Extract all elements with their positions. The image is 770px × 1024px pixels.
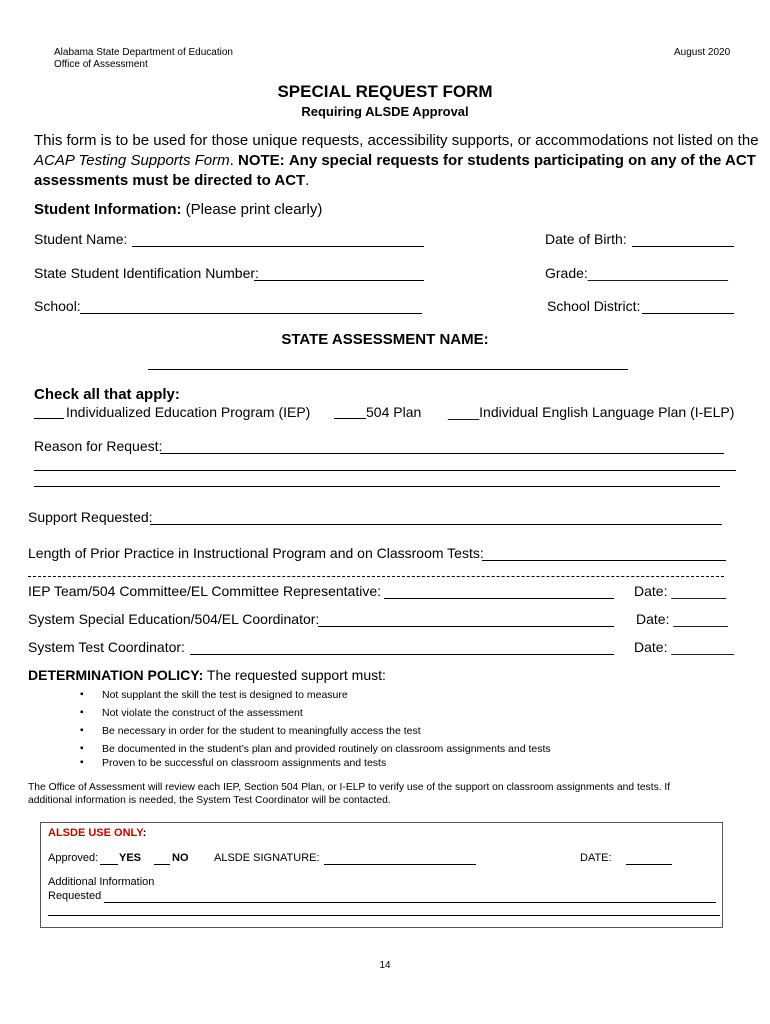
note-text: Any special requests for students participating on any of the ACT [288,152,756,169]
school-field[interactable] [80,313,422,314]
student-info-heading: Student Information: (Please print clearly) [34,201,323,218]
list-item: ▪ Be necessary in order for the student to meaningfully access the test [80,722,551,740]
test-coordinator-label: System Test Coordinator: [28,639,185,655]
office-name: Office of Assessment [54,59,148,70]
iep-rep-label: IEP Team/504 Committee/EL Committee Representative: [28,583,382,599]
assessment-heading: STATE ASSESSMENT NAME: [281,331,489,348]
prior-practice-label: Length of Prior Practice in Instructional Program and on Classroom Tests: [28,545,484,561]
requested-label: Requested [48,890,102,902]
list-item: ▪ Not supplant the skill the test is designed to measure [80,686,551,704]
sped-coordinator-field[interactable] [318,626,614,627]
list-item: ▪ Proven to be successful on classroom assignments and tests [80,754,551,772]
alsde-date-field[interactable] [626,864,672,865]
page-number: 14 [379,960,391,971]
ielp-option[interactable]: ____Individual English Language Plan (I-ELP) [448,404,735,420]
yes-checkbox-line[interactable] [100,864,118,865]
grade-label[interactable]: Grade:__________________ [545,265,728,281]
review-text-line-1: The Office of Assessment will review each IEP, Section 504 Plan, or I-ELP to verify use of the support on classroom assignments and tests. If [28,782,671,793]
note-label: NOTE: [237,152,285,169]
prior-practice-field[interactable] [482,560,726,561]
ssid-label: State Student Identification Number: [34,265,259,281]
dob-field[interactable] [632,246,734,247]
additional-info-field-2[interactable] [48,915,720,916]
intro-line-3: assessments must be directed to ACT. [34,172,310,189]
ssid-field[interactable] [254,280,424,281]
intro-line-1: This form is to be used for those unique requests, accessibility supports, or accommodations not listed on the [34,132,759,149]
sped-coordinator-date[interactable]: Date: _______ [636,611,728,627]
check-heading: Check all that apply: [34,386,180,403]
review-text-line-2: additional information is needed, the System Test Coordinator will be contacted. [28,795,391,806]
additional-info-label: Additional Information [48,876,155,888]
iep-rep-date[interactable]: Date: _______ [634,583,726,599]
policy-heading: DETERMINATION POLICY: The requested support must: [28,667,386,683]
reason-line-1[interactable] [160,453,724,454]
school-label: School: [34,298,81,314]
form-date: August 2020 [674,47,731,58]
district-field[interactable] [642,313,734,314]
iep-rep-field[interactable] [384,598,614,599]
form-title: SPECIAL REQUEST FORM [277,82,493,101]
support-label: Support Requested: [28,509,153,525]
additional-info-field-1[interactable] [104,902,716,903]
plan504-checkbox-line[interactable] [334,418,366,419]
reason-line-3[interactable] [34,486,720,487]
sped-coordinator-label: System Special Education/504/EL Coordinator: [28,611,320,627]
yes-option: YES [119,852,142,864]
assessment-name-field[interactable] [148,369,628,370]
no-checkbox-line[interactable] [154,864,170,865]
district-label: School District: [547,298,641,314]
section-divider [28,576,724,577]
list-item: ▪ Not violate the construct of the assessment [80,704,551,722]
alsde-signature-field[interactable] [324,864,476,865]
iep-checkbox-line[interactable] [34,418,64,419]
acap-form-name: ACAP Testing Supports Form [34,152,230,169]
alsde-heading: ALSDE USE ONLY: [48,827,147,839]
reason-label: Reason for Request: [34,438,163,454]
policy-list [80,686,551,772]
dob-label: Date of Birth: [545,231,627,247]
test-coordinator-field[interactable] [190,654,614,655]
test-coordinator-date[interactable]: Date: ________ [634,639,734,655]
reason-line-2[interactable] [34,470,736,471]
list-item: ▪ Be documented in the student’s plan and provided routinely on classroom assignments and tests [80,740,551,758]
plan504-option: 504 Plan [366,404,422,420]
department-name: Alabama State Department of Education [54,47,233,58]
form-subtitle: Requiring ALSDE Approval [301,104,469,119]
alsde-signature-label: ALSDE SIGNATURE: [214,852,320,864]
support-field[interactable] [150,524,722,525]
student-name-label: Student Name: [34,231,128,247]
student-name-field[interactable] [132,246,424,247]
no-option: NO [172,852,189,864]
intro-line-2: ACAP Testing Supports Form. NOTE: Any special requests for students participating on any of the ACT [34,152,756,169]
iep-option: Individualized Education Program (IEP) [66,404,311,420]
alsde-date-label: DATE: [580,852,612,864]
approved-label: Approved: [48,852,99,864]
